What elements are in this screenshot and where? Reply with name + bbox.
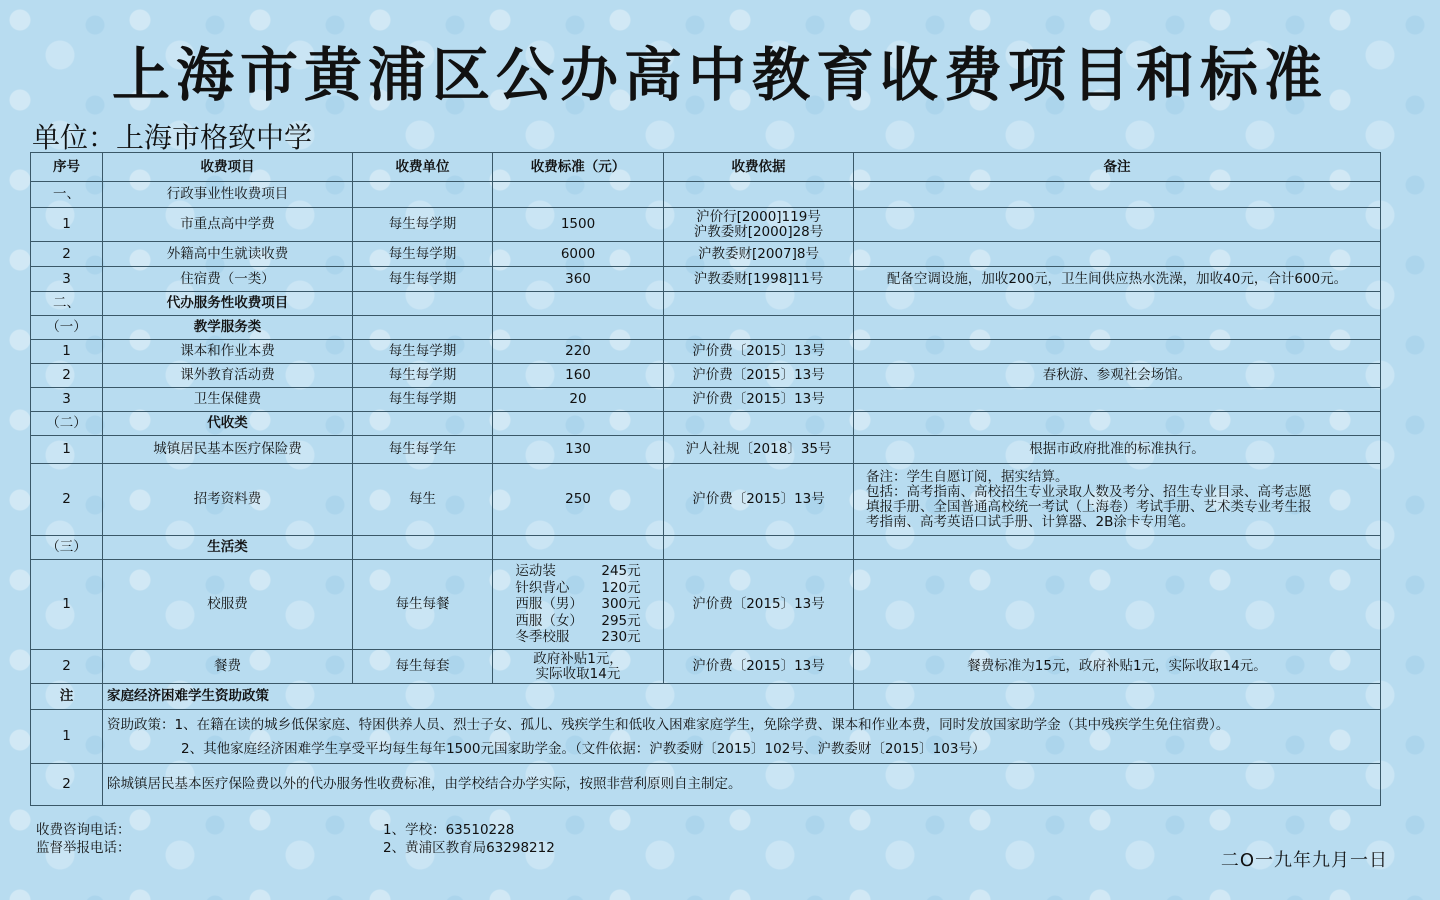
- table-header-row: [31, 153, 1381, 182]
- row-item: 卫生保健费: [103, 388, 353, 412]
- table-row: [31, 388, 1381, 412]
- notes-no: 2: [31, 764, 103, 806]
- table-row: [31, 340, 1381, 364]
- consult-phone-label: 收费咨询电话：: [36, 822, 131, 838]
- row-no: 1: [31, 208, 103, 242]
- header-fee: 收费标准（元）: [493, 153, 664, 182]
- row-note: [854, 340, 1381, 364]
- school-unit: 单位：上海市格致中学: [32, 121, 313, 154]
- section-row: [31, 182, 1381, 208]
- section-no: 一、: [31, 182, 103, 208]
- row-note: [854, 208, 1381, 242]
- issue-date: 二O一九年九月一日: [1220, 850, 1388, 871]
- row-fee: 6000: [493, 242, 664, 267]
- row-no: 2: [31, 242, 103, 267]
- notes-row: [31, 764, 1381, 806]
- row-fee: 1500: [493, 208, 664, 242]
- header-no: 序号: [31, 153, 103, 182]
- notes-label: 注: [31, 684, 103, 710]
- row-note: 配备空调设施，加收200元，卫生间供应热水洗澡，加收40元，合计600元。: [854, 267, 1381, 292]
- row-no: 2: [31, 650, 103, 684]
- fee-table: [30, 152, 1381, 806]
- row-fee: 360: [493, 267, 664, 292]
- row-unit: 每生每学期: [353, 364, 493, 388]
- page-title: 上海市黄浦区公办高中教育收费项目和标准: [111, 41, 1328, 109]
- row-unit: 每生每学期: [353, 242, 493, 267]
- row-basis: 沪价行[2000]119号 沪教委财[2000]28号: [664, 208, 854, 242]
- row-basis: 沪教委财[2007]8号: [664, 242, 854, 267]
- row-fee: 220: [493, 340, 664, 364]
- row-no: 1: [31, 436, 103, 464]
- table-row: [31, 436, 1381, 464]
- header-note: 备注: [854, 153, 1381, 182]
- row-basis: 沪价费〔2015〕13号: [664, 560, 854, 650]
- row-fee: 250: [493, 464, 664, 536]
- section-name: 代办服务性收费项目: [103, 292, 353, 316]
- list-item: 针织背心 120元: [515, 579, 641, 596]
- table-row: [31, 267, 1381, 292]
- row-basis: 沪价费〔2015〕13号: [664, 650, 854, 684]
- row-item: 住宿费（一类）: [103, 267, 353, 292]
- row-basis: 沪价费〔2015〕13号: [664, 464, 854, 536]
- subsection-no: （二）: [31, 412, 103, 436]
- row-unit: 每生每套: [353, 650, 493, 684]
- list-item: 西服（女） 295元: [515, 612, 641, 629]
- row-note: [854, 388, 1381, 412]
- row-item: 课外教育活动费: [103, 364, 353, 388]
- section-row: [31, 292, 1381, 316]
- header-unit: 收费单位: [353, 153, 493, 182]
- row-fee: 160: [493, 364, 664, 388]
- table-row: [31, 364, 1381, 388]
- notes-title: 家庭经济困难学生资助政策: [103, 684, 854, 710]
- list-item: 冬季校服 230元: [515, 629, 641, 646]
- row-no: 1: [31, 560, 103, 650]
- row-basis: 沪价费〔2015〕13号: [664, 388, 854, 412]
- notes-row: [31, 710, 1381, 764]
- row-note: [854, 242, 1381, 267]
- row-no: 2: [31, 464, 103, 536]
- row-basis: 沪价费〔2015〕13号: [664, 364, 854, 388]
- table-row: [31, 650, 1381, 684]
- subsection-row: [31, 412, 1381, 436]
- school-phone: 1、学校：63510228: [383, 822, 515, 838]
- subsection-name: 代收类: [103, 412, 353, 436]
- row-no: 3: [31, 267, 103, 292]
- header-item: 收费项目: [103, 153, 353, 182]
- notes-no: 1: [31, 710, 103, 764]
- row-note: 餐费标准为15元，政府补贴1元，实际收取14元。: [854, 650, 1381, 684]
- row-unit: 每生每学期: [353, 340, 493, 364]
- list-item: 西服（男） 300元: [515, 596, 641, 613]
- row-item: 市重点高中学费: [103, 208, 353, 242]
- table-row: [31, 242, 1381, 267]
- row-item: 校服费: [103, 560, 353, 650]
- table-row: [31, 208, 1381, 242]
- subsection-row: [31, 316, 1381, 340]
- row-fee: 130: [493, 436, 664, 464]
- bureau-phone: 2、黄浦区教育局63298212: [383, 840, 555, 856]
- row-unit: 每生每餐: [353, 560, 493, 650]
- row-item: 外籍高中生就读收费: [103, 242, 353, 267]
- table-row: [31, 560, 1381, 650]
- row-basis: 沪人社规〔2018〕35号: [664, 436, 854, 464]
- row-item: 招考资料费: [103, 464, 353, 536]
- row-note: 根据市政府批准的标准执行。: [854, 436, 1381, 464]
- uniform-price-list: [493, 560, 664, 650]
- row-fee: 政府补贴1元， 实际收取14元: [493, 650, 664, 684]
- notes-header-row: [31, 684, 1381, 710]
- row-fee: 20: [493, 388, 664, 412]
- row-basis: 沪教委财[1998]11号: [664, 267, 854, 292]
- subsection-name: 教学服务类: [103, 316, 353, 340]
- row-unit: 每生每学期: [353, 208, 493, 242]
- row-no: 3: [31, 388, 103, 412]
- section-no: 二、: [31, 292, 103, 316]
- row-unit: 每生每学期: [353, 267, 493, 292]
- row-no: 1: [31, 340, 103, 364]
- subsection-no: （三）: [31, 536, 103, 560]
- row-item: 课本和作业本费: [103, 340, 353, 364]
- fee-standard-note: 除城镇居民基本医疗保险费以外的代办服务性收费标准，由学校结合办学实际，按照非营利原则自主制定。: [103, 764, 1381, 806]
- row-note: 春秋游、参观社会场馆。: [854, 364, 1381, 388]
- subsection-row: [31, 536, 1381, 560]
- list-item: 运动装 245元: [515, 563, 641, 580]
- row-item: 城镇居民基本医疗保险费: [103, 436, 353, 464]
- row-unit: 每生: [353, 464, 493, 536]
- subsection-no: （一）: [31, 316, 103, 340]
- row-unit: 每生每学年: [353, 436, 493, 464]
- section-name: 行政事业性收费项目: [103, 182, 353, 208]
- row-basis: 沪价费〔2015〕13号: [664, 340, 854, 364]
- row-no: 2: [31, 364, 103, 388]
- report-phone-label: 监督举报电话：: [36, 840, 131, 856]
- subsection-name: 生活类: [103, 536, 353, 560]
- row-item: 餐费: [103, 650, 353, 684]
- aid-policy: 资助政策：1、在籍在读的城乡低保家庭、特困供养人员、烈士子女、孤儿、残疾学生和低收入困难家庭学生，免除学费、课本和作业本费，同时发放国家助学金（其中残疾学生免住宿费）。 2、其他家庭经济困难学生享受平均每生每年1500元国家助学金。（文件依据：沪教委财〔2015〕102号、沪教委财〔2015〕103号）: [103, 710, 1381, 764]
- table-row: [31, 464, 1381, 536]
- row-note: 备注：学生自愿订阅，据实结算。 包括：高考指南、高校招生专业录取人数及考分、招生专业目录、高考志愿 填报手册、全国普通高校统一考试（上海卷）考试手册、艺术类专业考生报 考指南、高考英语口试手册、计算器、2B涂卡专用笔。: [854, 464, 1381, 536]
- header-basis: 收费依据: [664, 153, 854, 182]
- row-unit: 每生每学期: [353, 388, 493, 412]
